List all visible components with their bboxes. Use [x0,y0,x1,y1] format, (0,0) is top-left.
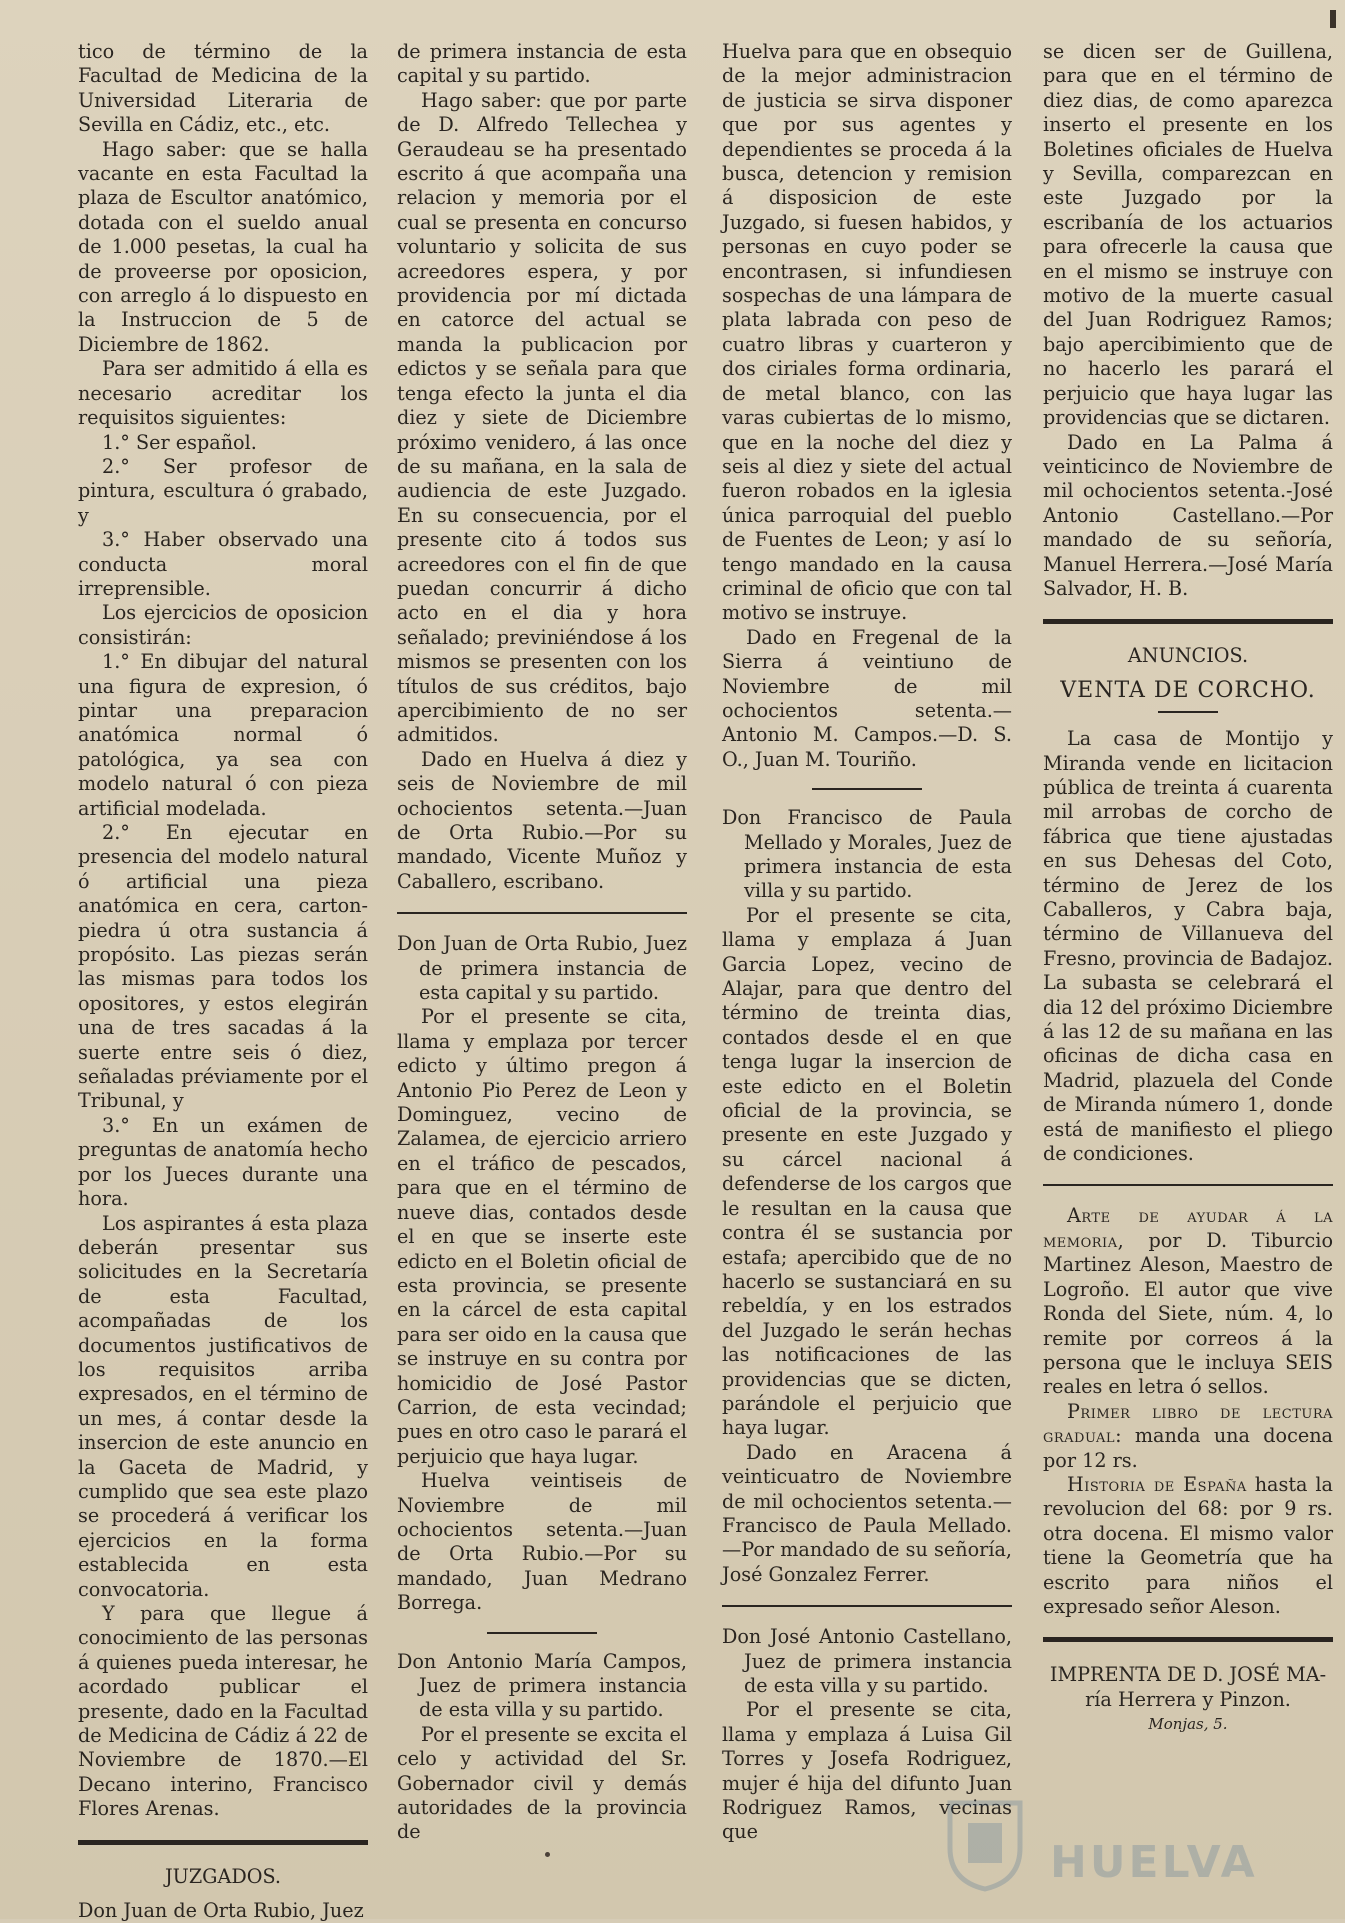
notice-heading: Don Antonio María Campos, Juez de primera instancia de esta villa y su partido. [397,1649,687,1722]
divider [1043,1637,1333,1642]
column-1 [78,40,368,1923]
divider [397,912,687,914]
print-speck [1330,10,1336,28]
list-item: 2.° En ejecutar en presencia del modelo natural ó artificial una pieza anatómica en cera, carton-piedra ú otra sustancia á propósito. Las piezas serán las mismas para todos los opositores, y estos elegirán una de tres sacadas á la suerte entre seis ó diez, señaladas préviamente por el Tribunal, y [78,821,368,1113]
paragraph: Por el presente se excita el celo y actividad del Sr. Gobernador civil y demás autoridades de la provincia de [397,1722,687,1844]
list-item: 3.° Haber observado una conducta moral irreprensible. [78,528,368,600]
advert-heading: Historia de España [1067,1472,1247,1496]
divider [1043,619,1333,624]
paragraph: se dicen ser de Guillena, para que en el término de diez dias, de como aparezca inserto el presente en los Boletines oficiales de Huelva y Sevilla, comparezcan en este Juzgado por la escribanía de los actuarios para ofrecerle la causa que en el mismo se instruye con motivo de la muerte casual del Juan Rodriguez Ramos; bajo apercibimiento que de no hacerlo les parará el perjuicio que haya lugar las providencias que se dictaren. [1043,40,1333,430]
paragraph: Por el presente se cita, llama y emplaza á Juan Garcia Lopez, vecino de Alajar, para que dentro del término de treinta dias, contados desde el en que tenga lugar la insercion de este edicto en el Boletin oficial de la provincia, se presente en este Juzgado y su cárcel nacional á defenderse de los cargos que le resultan en la causa que contra él se sustancia por estafa; apercibido que de no hacerlo se sustanciará en su rebeldía, y en los estrados del Juzgado le serán hechas las notificaciones de las providencias que se dicten, parándole el perjuicio que haya lugar. [722,903,1012,1440]
crest-icon [930,1793,1040,1893]
paragraph: Don Juan de Orta Rubio, Juez [78,1899,364,1923]
archive-watermark [930,1793,1260,1893]
paragraph: Dado en Aracena á veinticuatro de Noviembre de mil ochocientos setenta.—Francisco de Paula Mellado.—Por mandado de su señoría, José Gonzalez Ferrer. [722,1440,1012,1586]
paragraph: Los aspirantes á esta plaza deberán presentar sus solicitudes en la Secretaría de esta Facultad, acompañadas de los documentos justificativos de los requisitos arriba expresados, en el término de un mes, á contar desde la insercion de este anuncio en la Gaceta de Madrid, y cumplido que sea este plazo se procederá á verificar los ejercicios en la forma establecida en esta convocatoria. [78,1211,368,1601]
section-heading: JUZGADOS. [164,1864,282,1888]
paragraph: tico de término de la Facultad de Medicina de la Universidad Literaria de Sevilla en Cádiz, etc., etc. [78,40,368,137]
list-item: 1.° Ser español. [102,430,257,454]
divider [722,1605,1012,1607]
paragraph: Dado en Fregenal de la Sierra á veintiuno de Noviembre de mil ochocientos setenta.—Antonio M. Campos.—D. S. O., Juan M. Touriño. [722,625,1012,771]
advert-text: : manda una docena por 12 rs. [1043,1424,1333,1472]
advert-heading: Primer libro de lectura gradual [1043,1399,1333,1448]
paragraph [1043,1473,1333,1619]
notice-heading: Don Juan de Orta Rubio, Juez de primera instancia de esta capital y su partido. [397,932,687,1005]
paragraph: Huelva veintiseis de Noviembre de mil ochocientos setenta.—Juan de Orta Rubio.—Por su mandado, Juan Medrano Borrega. [397,1469,687,1615]
paragraph: Por el presente se cita, llama y emplaza á Luisa Gil Torres y Josefa Rodriguez, mujer é hija del difunto Juan Rodriguez Ramos, vecinas que [722,1698,1012,1844]
column-3 [722,40,1012,1845]
imprint [1043,1662,1333,1737]
notice-heading: Don Francisco de Paula Mellado y Morales, Juez de primera instancia de esta villa y su partido. [722,806,1012,903]
divider [1158,711,1218,713]
divider [78,1840,368,1845]
column-4 [1043,40,1333,1737]
list-item: 1.° En dibujar del natural una figura de expresion, ó pintar una preparacion anatómica normal ó patológica, ya sea con modelo natural ó con pieza artificial modelada. [78,650,368,820]
section-heading: ANUNCIOS. [1127,644,1249,668]
paragraph: La casa de Montijo y Miranda vende en licitacion pública de treinta á cuarenta mil arrobas de corcho de fábrica que tiene ajustadas en sus Dehesas del Coto, término de Jerez de los Caballeros, y Cabra baja, término de Villanueva del Fresno, provincia de Badajoz. La subasta se celebrará el dia 12 del próximo Diciembre á las 12 de su mañana en las oficinas de dicha casa en Madrid, plazuela del Conde de Miranda número 1, donde está de manifiesto el pliego de condiciones. [1043,727,1333,1166]
imprint-line: IMPRENTA DE D. JOSÉ MA- [1049,1663,1327,1687]
divider [487,1632,597,1634]
watermark-text: HUELVA [1050,1837,1258,1888]
column-2 [397,40,687,1845]
advert-text: , por D. Tiburcio Martinez Aleson, Maestro de Logroño. El autor que vive Ronda del Siete, núm. 4, lo remite por correos á la persona que le incluya SEIS reales en letra ó sellos. [1043,1228,1333,1399]
advert-heading: Arte de ayudar á la memoria [1043,1204,1333,1252]
paragraph: Dado en La Palma á veinticinco de Noviembre de mil ochocientos setenta.-José Antonio Castellano.—Por mandado de su señoría, Manuel Herrera.—José María Salvador, H. B. [1043,430,1333,600]
paragraph: Por el presente se cita, llama y emplaza por tercer edicto y último pregon á Antonio Pio Perez de Leon y Dominguez, vecino de Zalamea, de ejercicio arriero en el tráfico de pescados, para que en el término de nueve dias, contados desde el en que se inserte este edicto en el Boletin oficial de esta provincia, se presente en la cárcel de esta capital para ser oido en la causa que se instruye en su contra por homicidio de José Pastor Carrion, de esta vecindad; pues en otro caso le parará el perjuicio que haya lugar. [397,1005,687,1468]
paragraph: Y para que llegue á conocimiento de las personas á quienes pueda interesar, he acordado publicar el presente, dado en la Facultad de Medicina de Cádiz á 22 de Noviembre de 1870.—El Decano interino, Francisco Flores Arenas. [78,1602,368,1821]
imprint-line: ría Herrera y Pinzon. [1085,1688,1291,1712]
divider [1043,1184,1333,1186]
divider [812,788,922,790]
advert-text: hasta la revolucion del 68: por 9 rs. otra docena. El mismo valor tiene la Geometría que ha escrito para niños el expresado señor Aleson. [1043,1472,1333,1618]
imprint-street: Monjas, 5. [1148,1715,1228,1734]
print-speck [545,1852,550,1857]
paragraph: Huelva para que en obsequio de la mejor administracion de justicia se sirva disponer que por sus agentes y dependientes se proceda á la busca, detencion y remision á disposicion de este Juzgado, si fuesen habidos, y personas en cuyo poder se encontrasen, si infundiesen sospechas de una lámpara de plata labrada con peso de cuatro libras y cuarteron y dos ciriales forma ordinaria, de metal blanco, con las varas cubiertas de lo mismo, que en la noche del diez y seis al diez y siete del actual fueron robados en la iglesia única parroquial del pueblo de Fuentes de Leon; y así lo tengo mandado en la causa criminal de oficio que con tal motivo se instruye. [722,40,1012,625]
paragraph: Dado en Huelva á diez y seis de Noviembre de mil ochocientos setenta.—Juan de Orta Rubio.—Por su mandado, Vicente Muñoz y Caballero, escribano. [397,747,687,893]
paragraph: de primera instancia de esta capital y su partido. [397,40,687,88]
paragraph: Hago saber: que por parte de D. Alfredo Tellechea y Geraudeau se ha presentado escrito á que acompaña una relacion y memoria por el cual se presenta en concurso voluntario y solicita de sus acreedores espera, y por providencia por mí dictada en catorce del actual se manda la publicacion por edictos y se señala para que tenga efecto la junta el dia diez y siete de Diciembre próximo venidero, á las once de su mañana, en la sala de audiencia de este Juzgado. En su consecuencia, por el presente cito á todos sus acreedores con el fin de que puedan concurrir á dicho acto en el dia y hora señalado; previniéndose á los mismos se presenten con los títulos de sus créditos, bajo apercibimiento de no ser admitidos. [397,88,687,747]
paragraph [1043,1400,1333,1473]
advert-title: VENTA DE CORCHO. [1060,677,1316,703]
paragraph [1043,1204,1333,1399]
paragraph: Hago saber: que se halla vacante en esta Facultad la plaza de Escultor anatómico, dotada con el sueldo anual de 1.000 pesetas, la cual ha de proveerse por oposicion, con arreglo á lo dispuesto en la Instruccion de 5 de Diciembre de 1862. [78,137,368,356]
list-item: 2.° Ser profesor de pintura, escultura ó grabado, y [78,454,368,527]
notice-heading: Don José Antonio Castellano, Juez de primera instancia de esta villa y su partido. [722,1625,1012,1697]
paragraph: Para ser admitido á ella es necesario acreditar los requisitos siguientes: [78,357,368,430]
list-item: 3.° En un exámen de preguntas de anatomía hecho por los Jueces durante una hora. [78,1113,368,1211]
paragraph: Los ejercicios de oposicion consistirán: [78,601,368,649]
